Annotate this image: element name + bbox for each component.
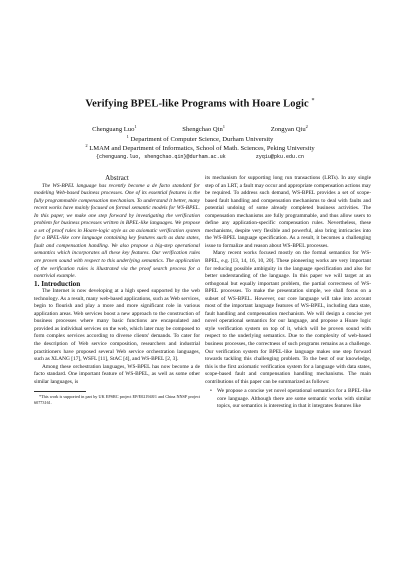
affiliation: $^2$ LMAM and Department of Informatics, School of Math. Sciences, Peking University [85,143,315,153]
author: Zongyan Qiu$^2$ [270,124,308,134]
paper-title [0,98,400,110]
section-heading-introduction: 1. Introduction [34,279,81,288]
footnote: *This work is supported in part by UK EPSRC project EP/E021948/1 and China NNSF project 60773161. [34,394,200,406]
title-text: Verifying BPEL-like Programs with Hoare Logic [85,98,309,110]
contribution-bullet [205,388,371,411]
title-footnote-mark: * [311,98,315,104]
body-paragraph: Many recent works focused mostly on the formal semantics for WS-BPEL, e.g. [13, 14, 16, 10, 20]. These pioneering works are very important for reducing possible ambiguity in the language specification and also for better understanding of the language. In this paper we will target at an orthogonal but equally important problem, the partial correctness of WS-BPEL processes. To make the presentation simple, we shall focus on a subset of WS-BPEL. However, our core language will take into account most of the important language features of WS-BPEL, including data state, fault handling and compensation mechanism. We will design a concise yet novel operational semantics for our language, and propose a Hoare logic style verification system on top of it, which will be proven sound with respect to the underlying semantics. Due to the complexity of web-based business processes, the correctness of such programs remains as a challenge. Our verification system for BPEL-like language makes one step forward towards tackling this challenging problem. To the best of our knowledge, this is the first axiomatic verification system for a language with data states, scope-based fault and compensation handling mechanisms. The main contributions of this paper can be summarized as follows: [205,250,371,385]
footnote-rule [34,391,86,392]
author: Chenguang Luo$^1$ [92,124,137,134]
abstract-text: The WS-BPEL language has recently become a de facto standard for modeling Web-based business processes. One of its essential features is the fully programmable compensation mechanism. To understand it better, many recent works have mainly focused on formal semantic models for WS-BPEL. In this paper, we make one step forward by investigating the verification problem for business processes written in BPEL-like languages. We propose a set of proof rules in Hoare-logic style as an axiomatic verification system for a BPEL-like core language containing key features such as data states, fault and compensation handling. We also propose a big-step operational semantics which incorporates all these key features. Our verification rules are proven sound with respect to this underlying semantics. The application of the verification rules is illustrated via the proof search process for a nontrivial example. [34,182,200,280]
bullet-text: We propose a concise yet novel operational semantics for a BPEL-like core language. Although there are some semantic works with similar topics, our semantics is interesting in that it integrates features like [217,388,371,410]
abstract-heading: Abstract [105,174,129,182]
author-list [0,124,400,133]
author-emails: {chenguang.luo, shengchao.qin}@durham.ac.uk zyqiu@pku.edu.cn [96,154,304,160]
body-paragraph: Among these orchestration languages, WS-BPEL has now become a de facto standard. One important feature of WS-BPEL, as well as some other similar languages, is [34,363,200,385]
body-paragraph: its mechanism for supporting long run transactions (LRTs). In any single step of an LRT, a fault may occur and appropriate compensation actions may be required. To address such demand, WS-BPEL provides a set of scope-based fault handling and compensation mechanisms to deal with faults and potential undoing of some already completed business activities. The compensation mechanisms are fully programmable, and thus allow users to define any application-specific compensation rules. Nevertheless, these mechanisms, despite very flexible and powerful, also bring intricacies into the WS-BPEL language specification. As a result, it becomes a challenging issue to formalize and reason about WS-BPEL processes. [205,175,371,249]
bullet-icon: • [210,388,212,395]
author: Shengchao Qin$^1$ [182,124,226,134]
left-column [34,175,200,406]
right-column [205,175,371,411]
affiliation: $^1$ Department of Computer Science, Durham University [126,134,274,144]
body-paragraph: The Internet is now developing at a high speed supported by the web technology. As a result, many web-based applications, such as Web services, begin to flourish and play a more and more significant role in various application areas. Web services boost a new approach to the construction of business processes where many basic functions are encapsulated and provided as individual services on the web, which later may be composed to form complex services according to diverse clients' demands. To cater for the description of Web service composition, researchers and industrial practitioners have proposed several Web service orchestration languages, such as XLANG [17], WSFL [11], StAC [4], and WS-BPEL [2, 3]. [34,288,200,363]
